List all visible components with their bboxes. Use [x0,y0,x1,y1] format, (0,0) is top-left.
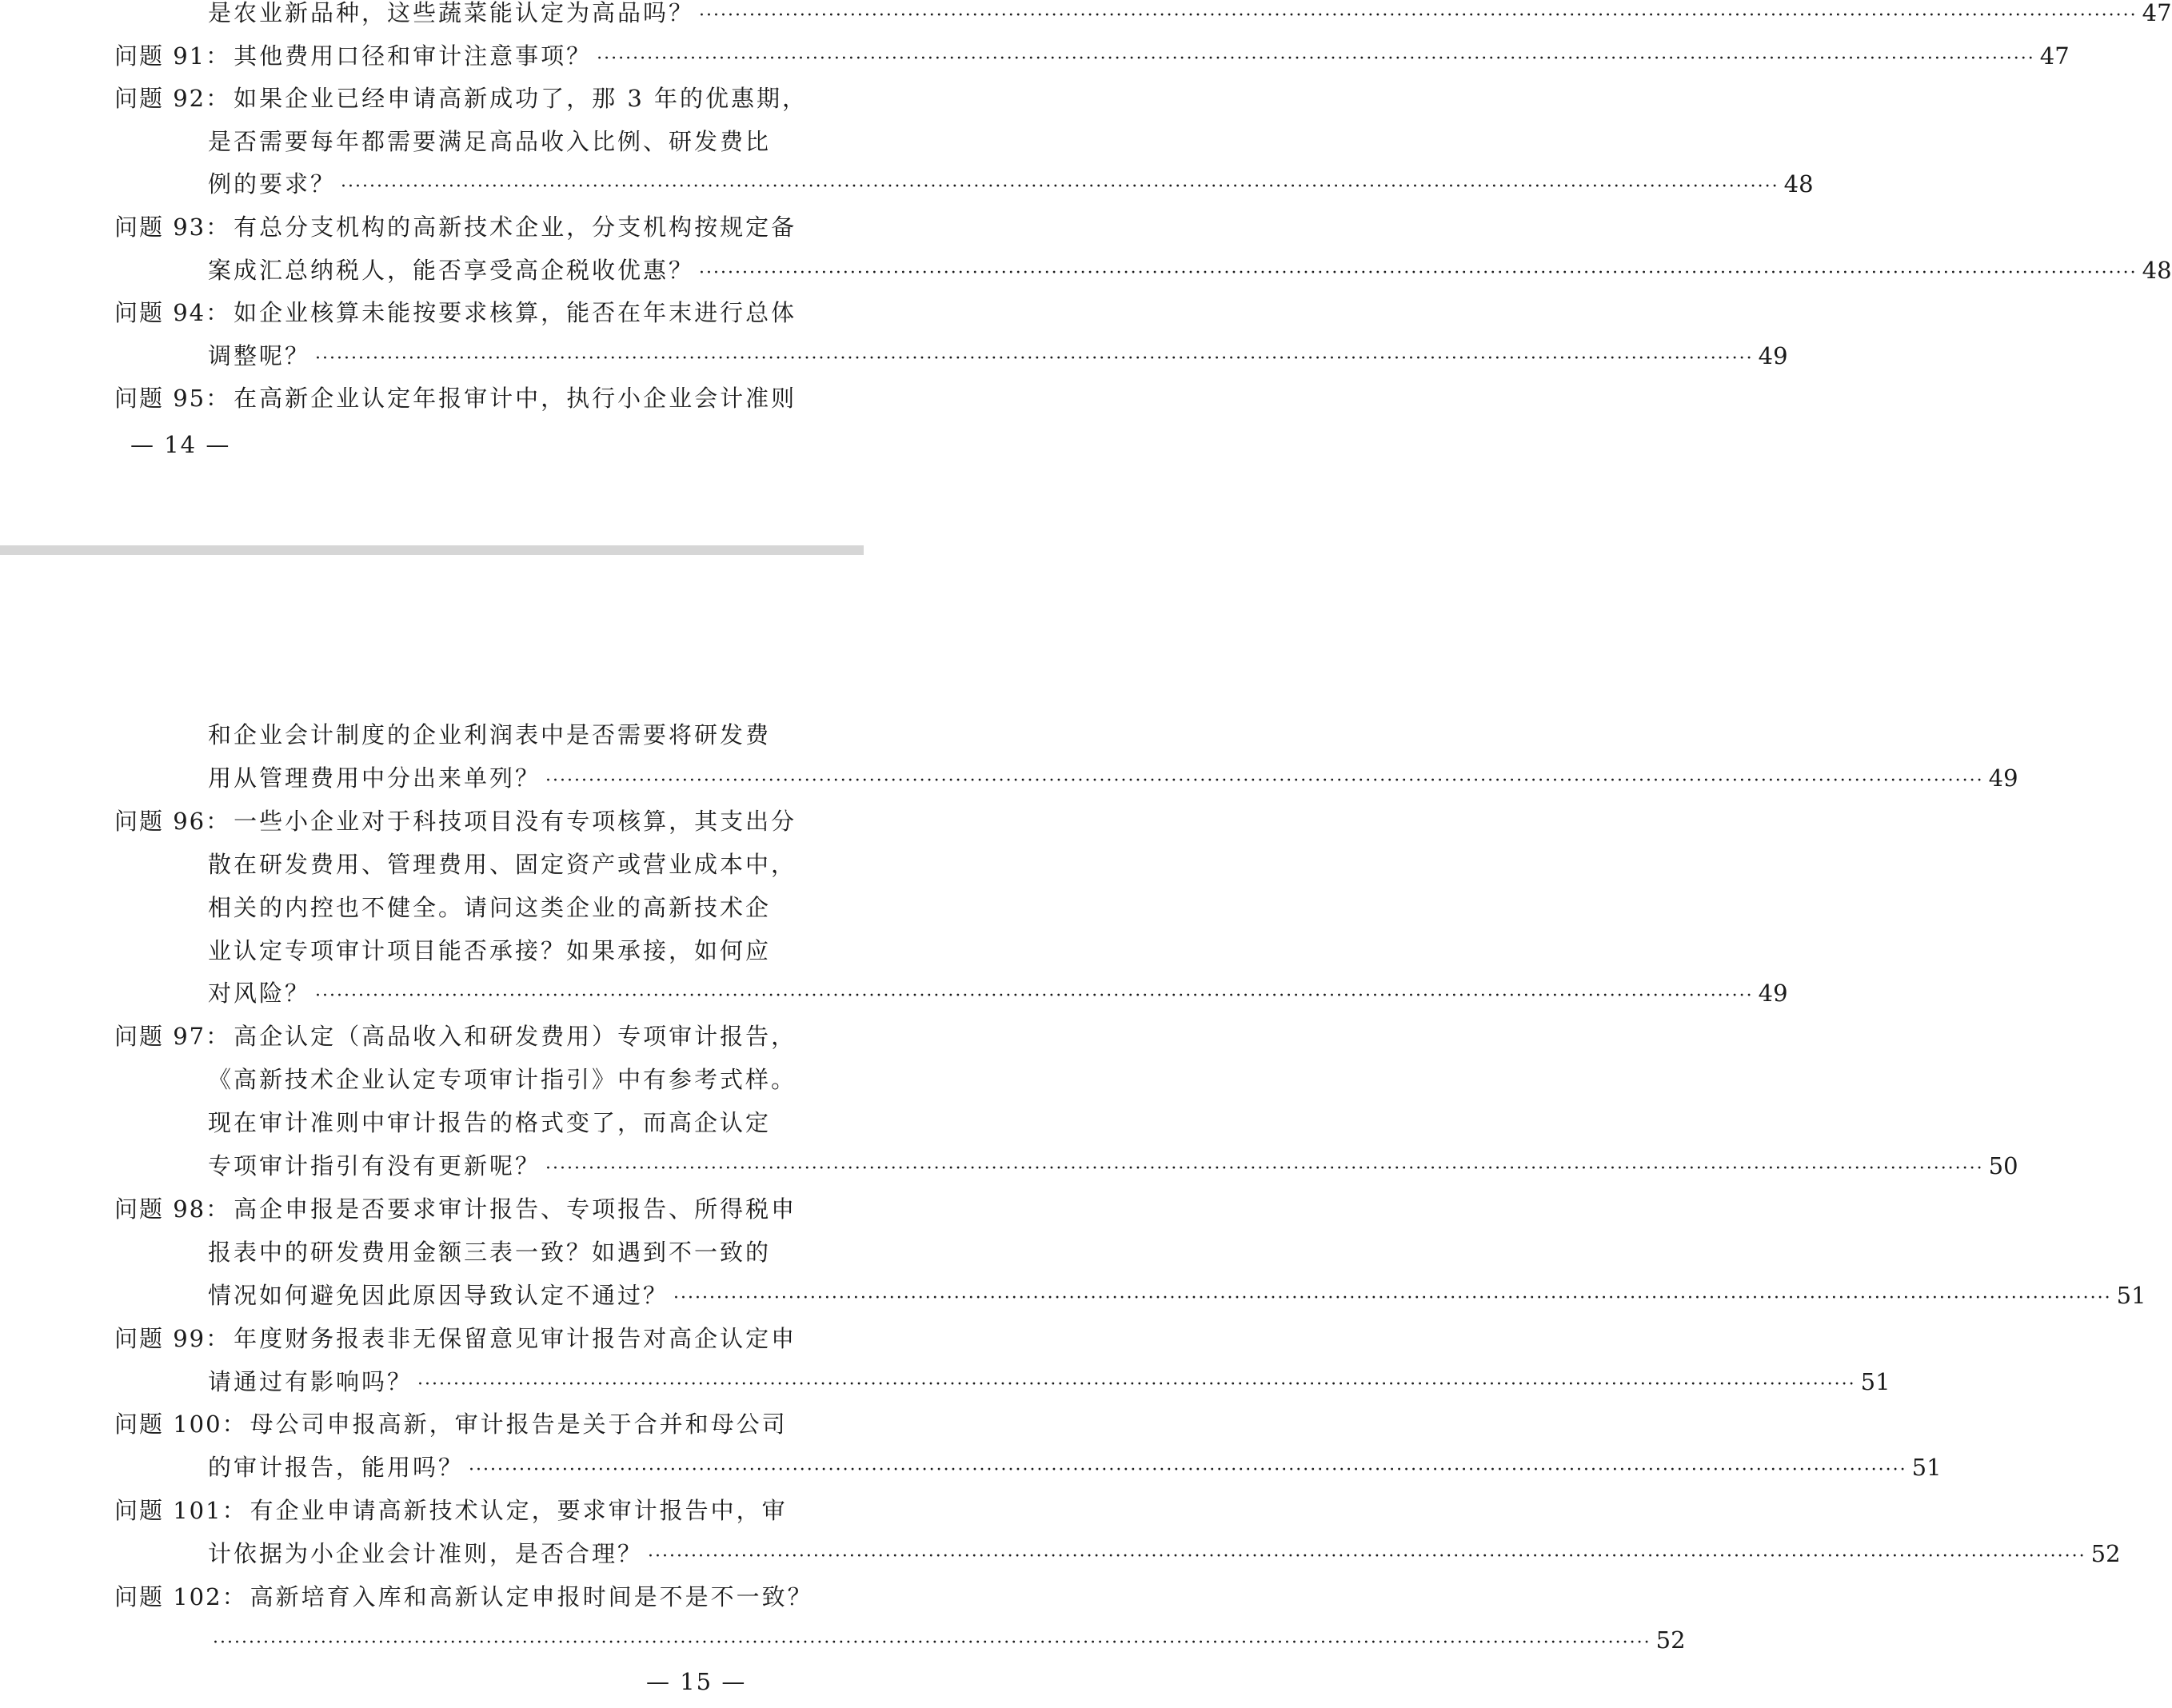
toc-entry-heading-line [114,1492,788,1529]
dot-leader: ········································································································································································································ [417,1374,1856,1395]
toc-entry-continuation-line [208,716,772,753]
question-text: 是否需要每年都需要满足高品收入比例、研发费比 [208,127,772,155]
toc-page-number: 51 [2116,1281,2146,1309]
toc-entry-continuation-line [208,932,772,969]
question-text: 在高新企业认定年报审计中，执行小企业会计准则 [234,385,797,413]
toc-page-number: 47 [2039,42,2070,70]
question-text: 高企申报是否要求审计报告、专项报告、所得税申 [234,1195,797,1223]
toc-page-number: 48 [2142,256,2172,284]
question-text: 现在审计准则中审计报告的格式变了，而高企认定 [208,1109,772,1137]
dot-leader: ········································································································································································································ [699,262,2138,283]
toc-entry-continuation-line [208,1061,797,1098]
question-text: 高企认定（高品收入和研发费用）专项审计报告， [234,1023,797,1051]
toc-entry-continuation-line [208,1277,2146,1314]
toc-entry-heading-line [114,1018,797,1055]
question-number-label: 问题 91： [114,42,231,70]
question-number-label: 问题 102： [114,1583,247,1610]
toc-page-number: 52 [1655,1626,1686,1654]
toc-entry-continuation-line [208,1104,772,1141]
question-text: 高新培育入库和高新认定申报时间是不是不一致？ [250,1583,813,1610]
question-number-label: 问题 93： [114,214,231,241]
dot-leader: ········································································································································································································ [673,1287,2112,1308]
toc-entry-heading-line [114,294,797,331]
question-text: 报表中的研发费用金额三表一致？如遇到不一致的 [208,1238,772,1266]
dot-leader: ········································································································································································································ [213,1632,1651,1653]
toc-entry-continuation-line [208,0,2172,31]
question-number-label: 问题 99： [114,1324,231,1352]
toc-page-number: 51 [1911,1454,1942,1482]
question-text: 调整呢？ [208,341,311,369]
question-text: 有企业申请高新技术认定，要求审计报告中，审 [250,1497,788,1525]
toc-entry-continuation-line [208,889,772,926]
toc-entry-continuation-line [208,846,797,883]
question-number-label: 问题 95： [114,385,231,413]
question-text: 如果企业已经申请高新成功了，那 3 年的优惠期， [234,85,809,113]
page-number-footer-15: — 15 — [646,1668,747,1695]
question-text: 有总分支机构的高新技术企业，分支机构按规定备 [234,214,797,241]
question-number-label: 问题 96： [114,807,231,835]
toc-entry-continuation-line [208,1449,1942,1486]
question-text: 年度财务报表非无保留意见审计报告对高企认定申 [234,1324,797,1352]
toc-entry-continuation-line [208,166,1814,202]
question-text: 专项审计指引有没有更新呢？ [208,1152,541,1179]
question-text: 业认定专项审计项目能否承接？如果承接，如何应 [208,936,772,964]
question-text: 例的要求？ [208,170,337,198]
page-separator [0,545,864,555]
dot-leader: ········································································································································································································ [315,348,1754,369]
toc-entry-heading-line [114,1406,788,1443]
toc-page-number: 51 [1860,1367,1891,1395]
question-number-label: 问题 94： [114,299,231,327]
question-text: 情况如何避免因此原因导致认定不通过？ [208,1281,669,1309]
question-number-label: 问题 92： [114,85,231,113]
question-text: 相关的内控也不健全。请问这类企业的高新技术企 [208,893,772,921]
toc-page-number: 49 [1988,764,2018,792]
toc-entry-continuation-line [208,1234,772,1271]
toc-entry-continuation-line [208,1363,1891,1400]
question-text: 一些小企业对于科技项目没有专项核算，其支出分 [234,807,797,835]
question-number-label: 问题 98： [114,1195,231,1223]
toc-entry-heading-line [114,38,2070,74]
toc-entry-heading-line [114,80,809,117]
question-text: 其他费用口径和审计注意事项？ [234,42,593,70]
toc-entry-heading-line [114,1578,813,1615]
toc-page-number: 49 [1758,980,1788,1008]
dot-leader: ········································································································································································································ [597,48,2035,69]
question-text: 对风险？ [208,980,311,1008]
toc-entry-heading-line [114,1320,797,1357]
question-text: 计依据为小企业会计准则，是否合理？ [208,1540,644,1568]
toc-page-number: 49 [1758,341,1788,369]
toc-entry-continuation-line [208,337,1788,374]
page-number-footer-14: — 14 — [130,431,231,458]
toc-entry-heading-line [114,209,797,245]
toc-entry-continuation-line [208,975,1788,1012]
toc-entry-heading-line [114,803,797,840]
toc-entry-heading-line [114,1191,797,1227]
question-text: 如企业核算未能按要求核算，能否在年末进行总体 [234,299,797,327]
dot-leader: ········································································································································································································ [545,770,1984,791]
question-text: 用从管理费用中分出来单列？ [208,764,541,792]
toc-entry-continuation-line [208,1535,2121,1572]
dot-leader: ········································································································································································································ [648,1546,2086,1567]
toc-entry-continuation-line [208,123,772,160]
question-text: 《高新技术企业认定专项审计指引》中有参考式样。 [208,1066,797,1094]
dot-leader: ········································································································································································································ [341,177,1779,198]
dot-leader: ········································································································································································································ [315,986,1754,1007]
toc-entry-heading-line [114,380,797,417]
question-text: 的审计报告，能用吗？ [208,1454,465,1482]
toc-page-number: 50 [1988,1152,2018,1179]
question-text: 是农业新品种，这些蔬菜能认定为高品吗？ [208,0,695,26]
question-text: 请通过有影响吗？ [208,1367,413,1395]
dot-leader: ········································································································································································································ [699,6,2138,26]
toc-page-number: 48 [1783,170,1814,198]
dot-leader: ········································································································································································································ [545,1159,1984,1179]
toc-entry-continuation-line [208,1147,2018,1184]
toc-page-number: 52 [2090,1540,2121,1568]
toc-entry-continuation-line [208,1622,1686,1658]
question-number-label: 问题 97： [114,1023,231,1051]
question-number-label: 问题 101： [114,1497,247,1525]
question-text: 案成汇总纳税人，能否享受高企税收优惠？ [208,256,695,284]
toc-page-number: 47 [2142,0,2172,26]
dot-leader: ········································································································································································································ [469,1460,1907,1481]
toc-entry-continuation-line [208,760,2018,796]
question-text: 母公司申报高新，审计报告是关于合并和母公司 [250,1411,788,1439]
question-number-label: 问题 100： [114,1411,247,1439]
question-text: 散在研发费用、管理费用、固定资产或营业成本中， [208,850,797,878]
question-text: 和企业会计制度的企业利润表中是否需要将研发费 [208,721,772,748]
toc-entry-continuation-line [208,252,2172,289]
